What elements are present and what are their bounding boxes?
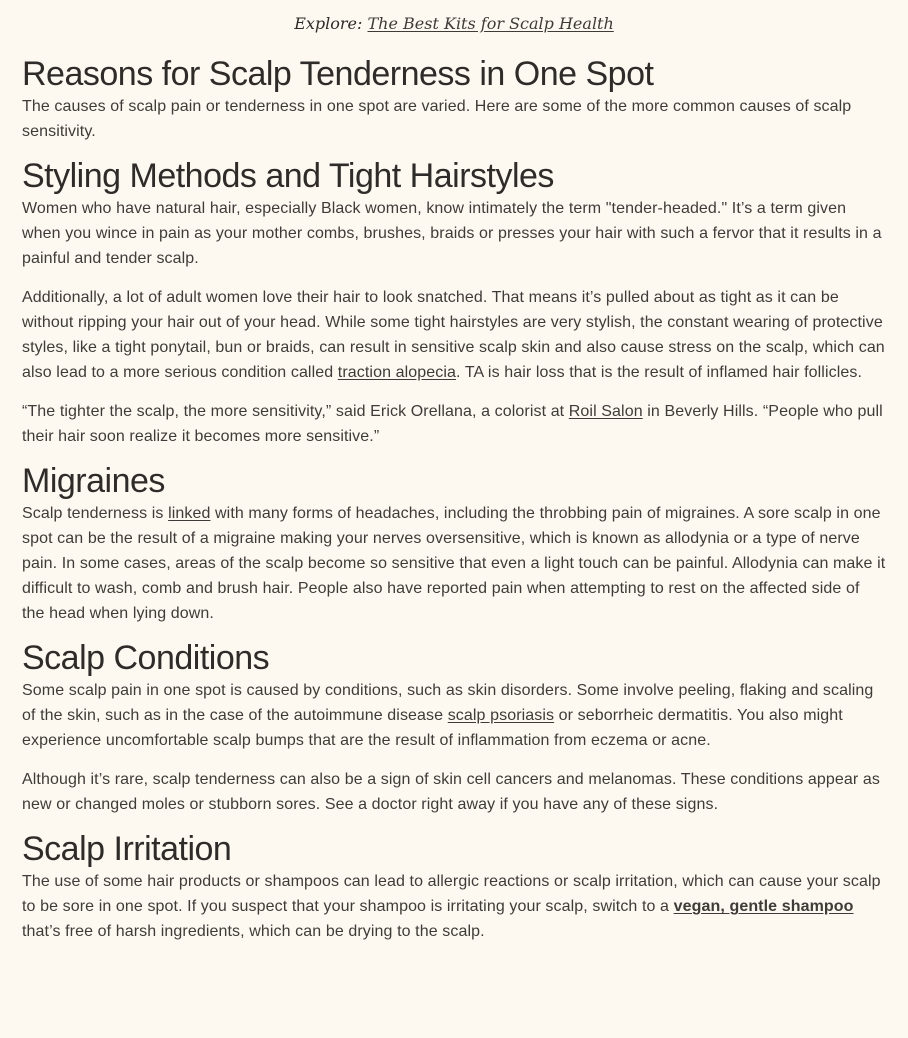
explore-link[interactable]: The Best Kits for Scalp Health [367,14,614,33]
paragraph-reasons-intro [22,94,886,144]
paragraph-styling-1 [22,196,886,271]
section-heading-migraines: Migraines [22,462,165,500]
section-heading-reasons: Reasons for Scalp Tenderness in One Spot [22,55,654,93]
traction-alopecia-link[interactable]: traction alopecia [337,364,457,381]
paragraph-text: Although it’s rare, scalp tenderness can also be a sign of skin cell cancers and melanomas. These conditions appear as new or changed moles or stubborn sores. See a doctor right away if you have any of these signs. [22,771,880,813]
paragraph-irritation [22,869,886,944]
vegan-gentle-shampoo-link[interactable]: vegan, gentle shampoo [673,898,854,915]
paragraph-text: The causes of scalp pain or tenderness in one spot are varied. Here are some of the more common causes of scalp sensitivity. [22,98,852,140]
paragraph-styling-3 [22,399,886,449]
paragraph-text: “The tighter the scalp, the more sensitivity,” said Erick Orellana, a colorist at [22,403,569,420]
linked-link[interactable]: linked [168,505,211,522]
article [0,14,908,944]
paragraph-text: . TA is hair loss that is the result of inflamed hair follicles. [456,364,862,381]
paragraph-text: that’s free of harsh ingredients, which can be drying to the scalp. [22,923,485,940]
paragraph-text: or seborrheic dermatitis. You also might experience uncomfortable scalp bumps that are the result of inflammation from eczema or acne. [22,707,843,749]
paragraph-text: in Beverly Hills. “People who pull their hair soon realize it becomes more sensitive.” [22,403,883,445]
section-heading-styling: Styling Methods and Tight Hairstyles [22,157,554,195]
roil-salon-link[interactable]: Roil Salon [568,403,643,420]
paragraph-migraines [22,501,886,626]
section-heading-scalp-conditions: Scalp Conditions [22,639,270,677]
paragraph-text: Additionally, a lot of adult women love their hair to look snatched. That means it’s pulled about as tight as it can be without ripping your hair out of your head. While some tight hairstyles are very stylish, the constant wearing of protective styles, like a tight ponytail, bun or braids, can result in sensitive scalp skin and also cause stress on the scalp, which can also lead to a more serious condition called [22,289,885,381]
paragraph-text: Women who have natural hair, especially Black women, know intimately the term "tender-headed." It’s a term given when you wince in pain as your mother combs, brushes, braids or presses your hair with such a fervor that it results in a painful and tender scalp. [22,200,882,267]
paragraph-text: The use of some hair products or shampoos can lead to allergic reactions or scalp irritation, which can cause your scalp to be sore in one spot. If you suspect that your shampoo is irritating your scalp, switch to a [22,873,881,915]
section-heading-scalp-irritation: Scalp Irritation [22,830,232,868]
paragraph-text: Scalp tenderness is [22,505,169,522]
paragraph-text: Some scalp pain in one spot is caused by conditions, such as skin disorders. Some involve peeling, flaking and scaling of the skin, such as in the case of the autoimmune disease [22,682,874,724]
explore-callout [22,14,886,34]
paragraph-text: with many forms of headaches, including the throbbing pain of migraines. A sore scalp in one spot can be the result of a migraine making your nerves oversensitive, which is known as allodynia or a type of nerve pain. In some cases, areas of the scalp become so sensitive that even a light touch can be painful. Allodynia can make it difficult to wash, comb and brush hair. People also have reported pain when attempting to rest on the affected side of the head when lying down. [22,505,886,622]
paragraph-styling-2 [22,285,886,385]
scalp-psoriasis-link[interactable]: scalp psoriasis [447,707,555,724]
paragraph-conditions-2 [22,767,886,817]
paragraph-conditions-1 [22,678,886,753]
explore-prefix: Explore: [294,14,363,33]
